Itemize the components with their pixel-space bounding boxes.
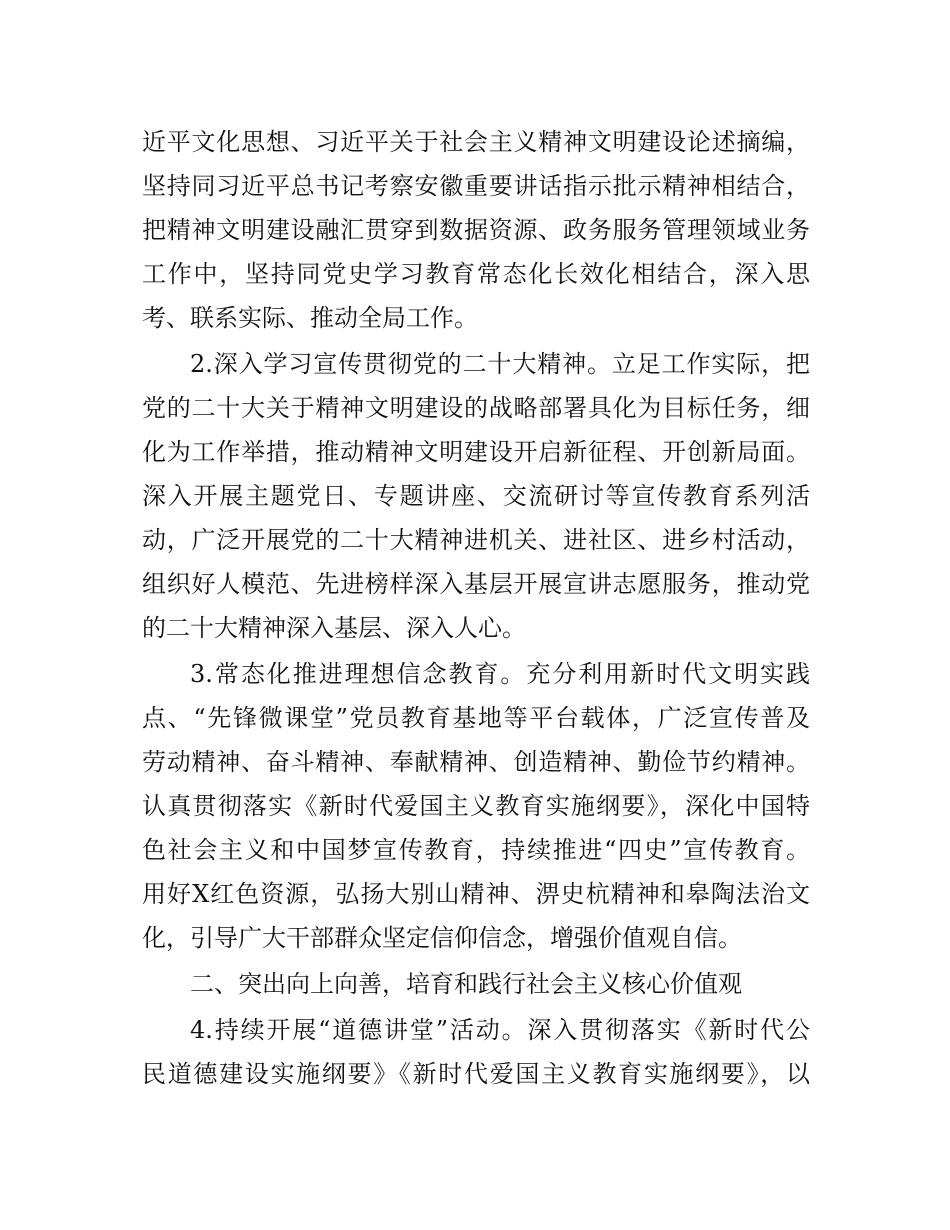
text-line: 民道德建设实施纲要》《新时代爱国主义教育实施纲要》，以 [142, 1060, 810, 1088]
text-line: 考、联系实际、推动全局工作。 [142, 304, 478, 332]
document-body [142, 120, 810, 1096]
text-line: 色社会主义和中国梦宣传教育，持续推进“四史”宣传教育。 [142, 836, 810, 864]
text-line: 劳动精神、奋斗精神、奉献精神、创造精神、勤俭节约精神。 [142, 748, 810, 776]
text-line: 动，广泛开展党的二十大精神进机关、进社区、进乡村活动， [142, 526, 810, 554]
text-line: 认真贯彻落实《新时代爱国主义教育实施纲要》，深化中国特 [142, 792, 810, 820]
text-line: 党的二十大关于精神文明建设的战略部署具化为目标任务，细 [142, 394, 810, 422]
text-line: 化，引导广大干部群众坚定信仰信念，增强价值观自信。 [142, 924, 742, 952]
text-line: 3.常态化推进理想信念教育。充分利用新时代文明实践 [190, 660, 810, 688]
text-line: 坚持同习近平总书记考察安徽重要讲话指示批示精神相结合， [142, 172, 810, 200]
text-line: 组织好人模范、先进榜样深入基层开展宣讲志愿服务，推动党 [142, 570, 810, 598]
text-line: 深入开展主题党日、专题讲座、交流研讨等宣传教育系列活 [142, 482, 810, 510]
text-line: 把精神文明建设融汇贯穿到数据资源、政务服务管理领域业务 [142, 216, 810, 244]
text-line: 的二十大精神深入基层、深入人心。 [142, 614, 526, 642]
text-line: 4.持续开展“道德讲堂”活动。深入贯彻落实《新时代公 [190, 1016, 810, 1044]
text-line: 用好X红色资源，弘扬大别山精神、淠史杭精神和皋陶法治文 [142, 880, 810, 908]
text-line: 2.深入学习宣传贯彻党的二十大精神。立足工作实际，把 [190, 350, 810, 378]
text-line: 近平文化思想、习近平关于社会主义精神文明建设论述摘编， [142, 128, 810, 156]
text-line: 工作中，坚持同党史学习教育常态化长效化相结合，深入思 [142, 260, 810, 288]
text-line: 点、“先锋微课堂”党员教育基地等平台载体，广泛宣传普及 [142, 704, 810, 732]
section-heading: 二、突出向上向善，培育和践行社会主义核心价值观 [190, 970, 742, 998]
text-line: 化为工作举措，推动精神文明建设开启新征程、开创新局面。 [142, 438, 810, 466]
